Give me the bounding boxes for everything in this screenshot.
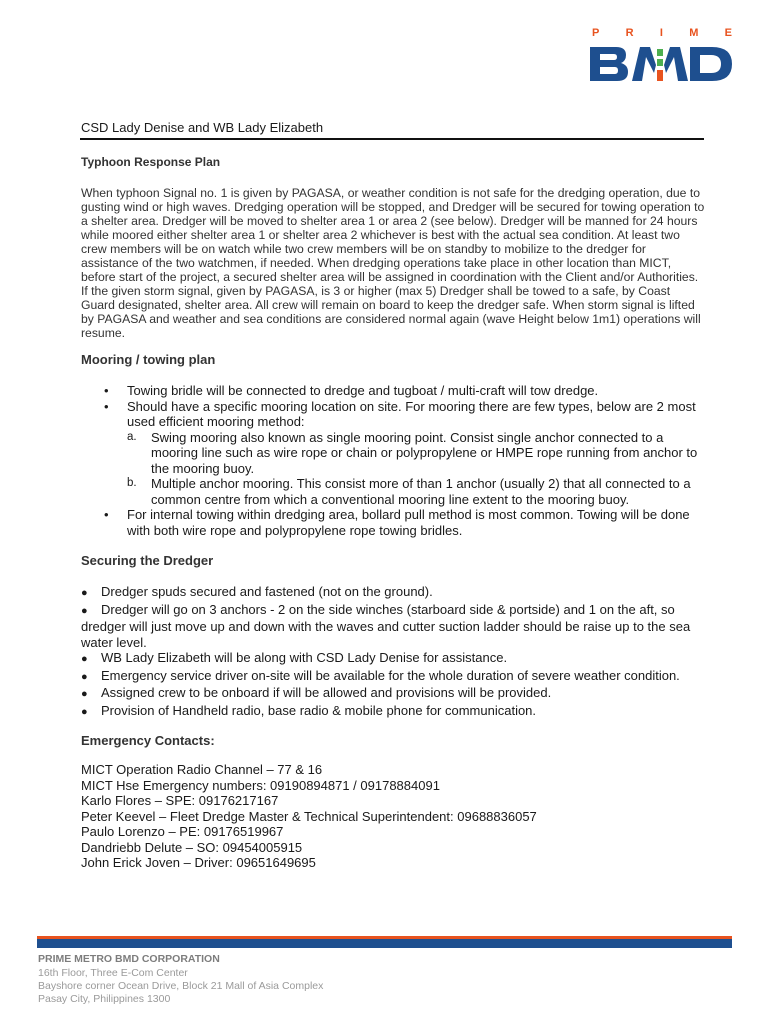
list-item: ● Dredger spuds secured and fastened (not on the ground).: [81, 584, 433, 599]
header-divider: [80, 138, 704, 140]
contacts-heading: Emergency Contacts:: [81, 733, 215, 748]
contact-line: John Erick Joven – Driver: 09651649695: [81, 855, 316, 870]
list-item: • For internal towing within dredging area, bollard pull method is most common. Towing will be done with both wire rope and polypropylene rope towing bridles.: [127, 507, 705, 538]
securing-heading: Securing the Dredger: [81, 553, 214, 568]
list-item: ● WB Lady Elizabeth will be along with CSD Lady Denise for assistance.: [81, 650, 508, 665]
list-item: ● Assigned crew to be onboard if will be allowed and provisions will be provided.: [81, 685, 552, 700]
footer-address-line: Bayshore corner Ocean Drive, Block 21 Mall of Asia Complex: [38, 980, 324, 992]
footer-blue-bar: [37, 939, 732, 948]
mooring-heading: Mooring / towing plan: [81, 352, 216, 367]
footer-address-line: 16th Floor, Three E-Com Center: [38, 967, 188, 979]
list-item: ● Emergency service driver on-site will be available for the whole duration of severe weather condition.: [81, 667, 680, 683]
contact-line: Dandriebb Delute – SO: 09454005915: [81, 839, 303, 855]
contact-line: Peter Keevel – Fleet Dredge Master & Technical Superintendent: 09688836057: [81, 808, 537, 824]
logo-prime-text: P R I M E: [592, 27, 732, 39]
list-item: a. Swing mooring also known as single mooring point. Consist single anchor connected to a mooring line such as wire rope or chain or polypropylene or HMPE rope running from anchor to the mooring buoy.: [127, 429, 698, 476]
footer-address-line: Pasay City, Philippines 1300: [38, 993, 171, 1005]
typhoon-plan-paragraph: When typhoon Signal no. 1 is given by PAGASA, or weather condition is not safe for the dredging operation, due to gusting wind or high waves. Dredging operation will be stopped, and Dredger will be secured for towing operation to a shelter area. Dredger will be moved to shelter area 1 or area 2 (see below). Dredger will be manned for 24 hours while moored either shelter area 1 or shelter area 2 whichever is best with the actual sea condition. At least two crew members will be on watch while two crew members will be on standby to mobilize to the dredger for assistance of the two watchmen, if needed. When dredging operations take place in other location than MICT, before start of the project, a secured shelter area will be assigned in coordination with the Client and/or Authorities. If the given storm signal, given by PAGASA, is 3 or higher (max 5) Dredger shall be towed to a safe, by Coast Guard designated, shelter area. All crew will remain on board to keep the dredger safe. When storm signal is lifted by PAGASA and weather and sea conditions are considered normal again (wave Height below 1m1) operations will resume.: [81, 186, 705, 340]
mooring-list: [81, 383, 705, 538]
mooring-sublist: [127, 430, 705, 508]
contacts-list: [81, 762, 705, 871]
list-item: ● Dredger will go on 3 anchors - 2 on the side winches (starboard side & portside) and 1 on the aft, so dredger will just move up and down with the waves and cutter suction ladder should be raise up to the sea water level.: [81, 601, 691, 650]
footer-address: [38, 953, 323, 1006]
securing-list: [81, 584, 705, 720]
list-item: b. Multiple anchor mooring. This consist more of than 1 anchor (usually 2) that all connected to a common centre from which a conventional mooring line extent to the mooring buoy.: [127, 476, 691, 507]
document-body: [81, 155, 705, 871]
contact-line: MICT Hse Emergency numbers: 09190894871 / 09178884091: [81, 777, 440, 793]
company-logo: [588, 27, 734, 85]
document-header-title: CSD Lady Denise and WB Lady Elizabeth: [81, 120, 324, 135]
contact-line: MICT Operation Radio Channel – 77 & 16: [81, 762, 323, 777]
list-item: ● Provision of Handheld radio, base radio & mobile phone for communication.: [81, 702, 537, 718]
list-item: • Towing bridle will be connected to dredge and tugboat / multi-craft will tow dredge.: [127, 383, 705, 399]
contact-line: Karlo Flores – SPE: 09176217167: [81, 793, 279, 808]
list-item: • Should have a specific mooring location on site. For mooring there are few types, below are 2 most used efficient mooring method: a. Swing mooring also known as single mooring point. Consist single anchor connected to a mooring line such as wire rope or chain or polypropylene or HMPE rope running from anchor to the mooring buoy. b. Multiple anchor mooring. This consist more of than 1 anchor (usually 2) that all connected to a common centre from which a conventional mooring line extent to the mooring buoy.: [127, 399, 705, 508]
typhoon-plan-heading: Typhoon Response Plan: [81, 155, 221, 169]
contact-line: Paulo Lorenzo – PE: 09176519967: [81, 824, 284, 839]
footer-company-name: PRIME METRO BMD CORPORATION: [38, 953, 220, 965]
bmd-logo-mark: [588, 43, 734, 83]
